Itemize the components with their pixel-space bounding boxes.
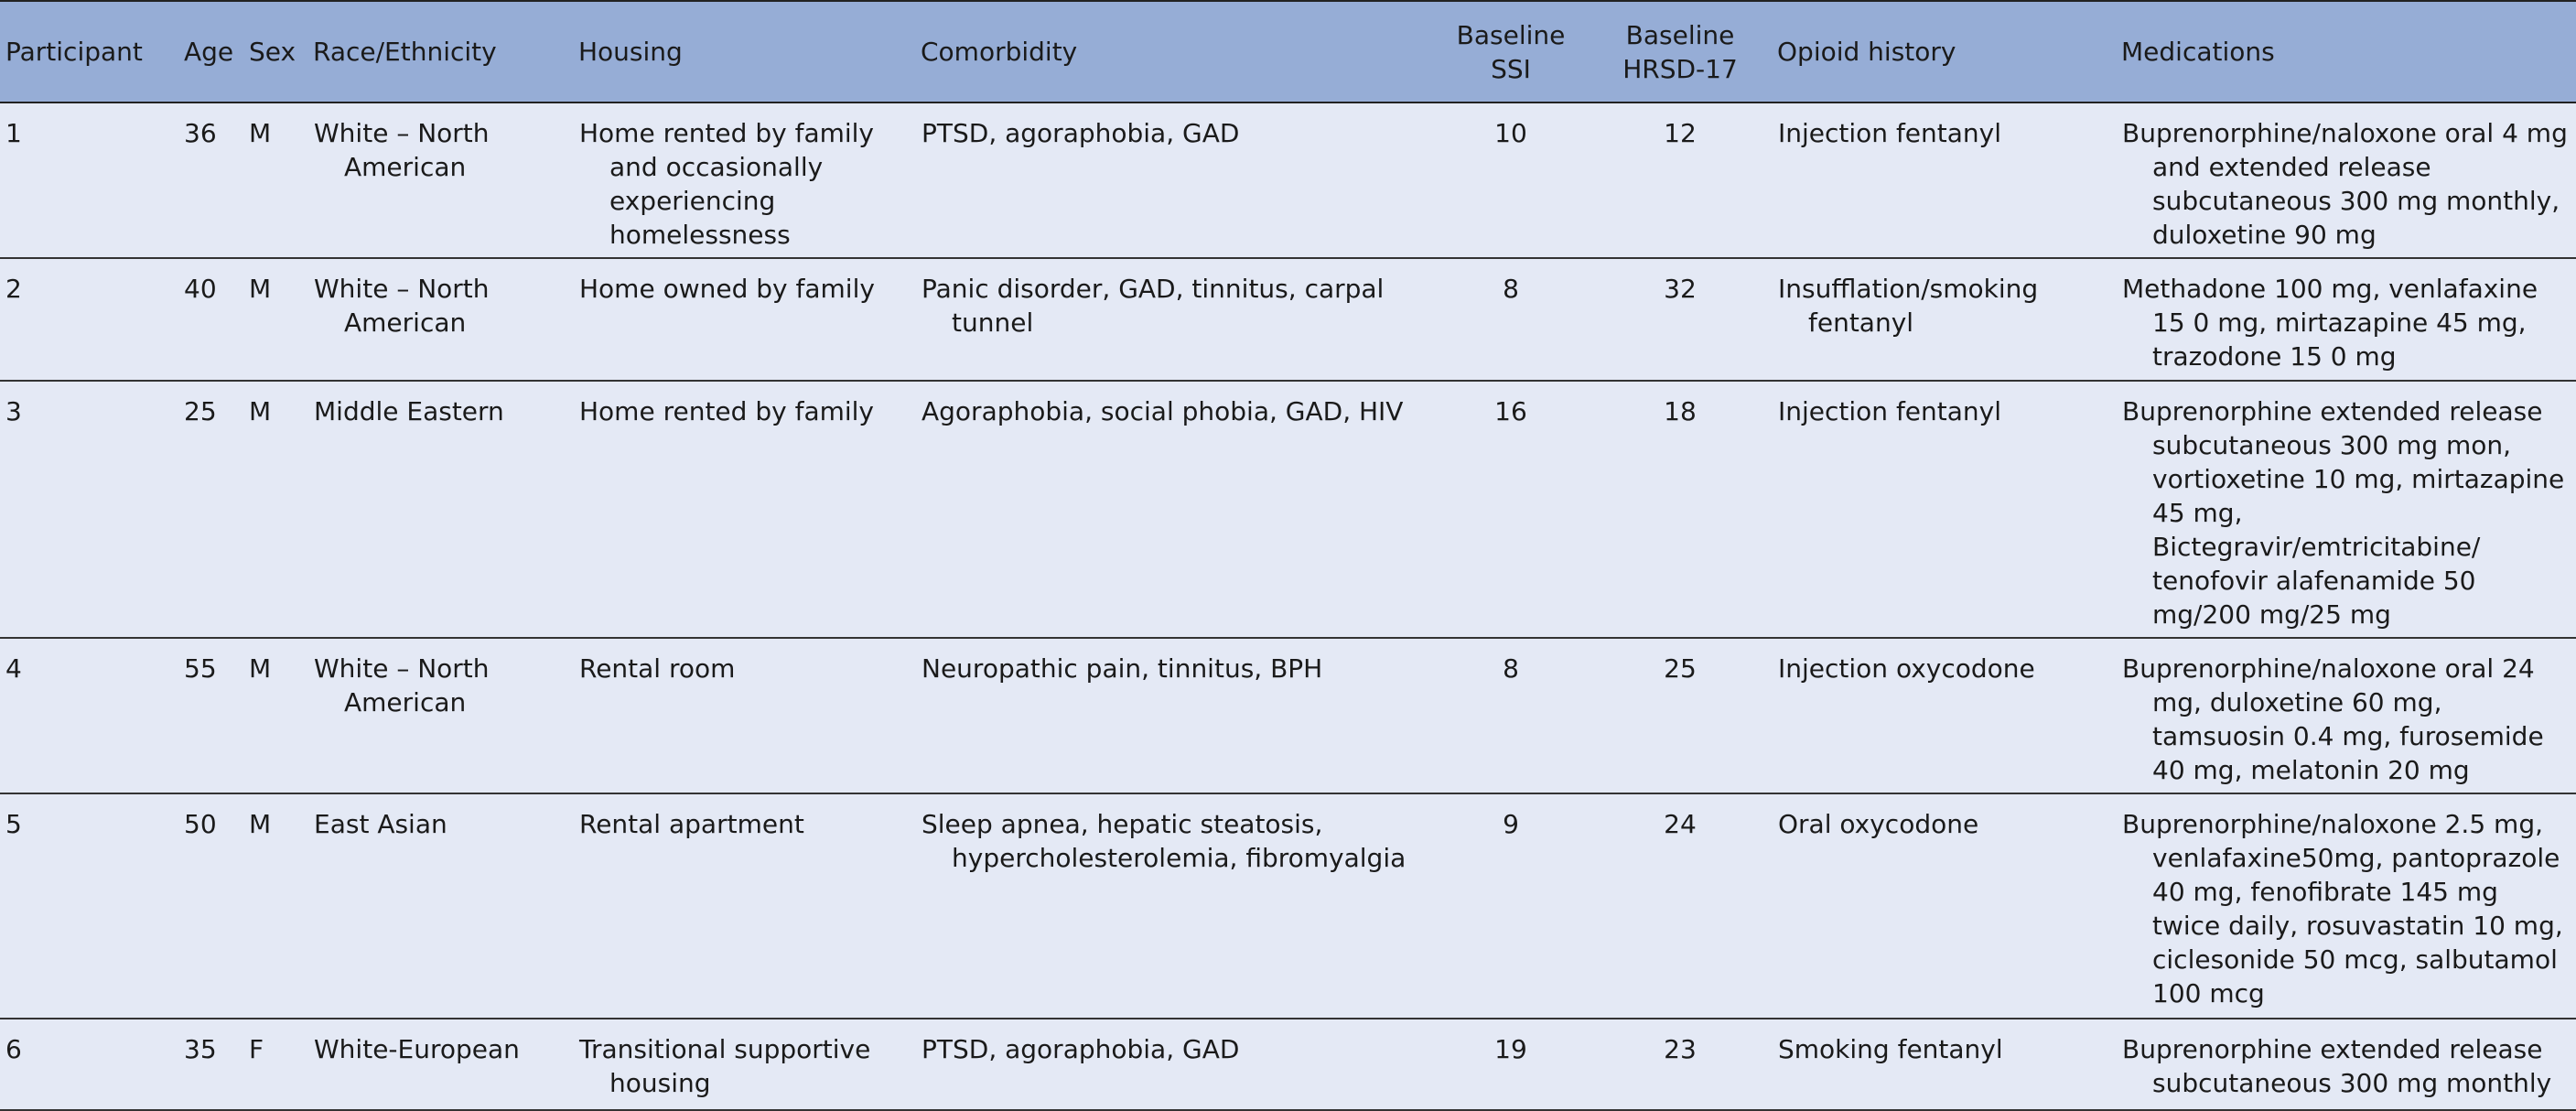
header-comorbidity: Comorbidity [915,1,1433,102]
cell-participant: 2 [0,258,178,381]
table-row [0,638,2576,793]
header-housing: Housing [573,1,915,102]
cell-opioid-history: Smoking fentanyl [1772,1019,2116,1110]
header-sex: Sex [243,1,307,102]
header-opioid-history: Opioid history [1772,1,2116,102]
cell-comorbidity: PTSD, agoraphobia, GAD [915,1019,1433,1110]
cell-opioid-history: Oral oxycodone [1772,793,2116,1019]
table-row [0,258,2576,381]
cell-comorbidity: Panic disorder, GAD, tinnitus, carpal tunnel [915,258,1433,381]
cell-baseline-ssi: 8 [1433,258,1589,381]
cell-sex: M [243,102,307,258]
cell-race: White – North American [307,638,573,793]
header-participant: Participant [0,1,178,102]
cell-opioid-history: Injection fentanyl [1772,381,2116,638]
cell-baseline-hrsd: 18 [1589,381,1772,638]
cell-medications: Methadone 100 mg, venlafaxine 15 0 mg, mirtazapine 45 mg, trazodone 15 0 mg [2116,258,2576,381]
cell-sex: F [243,1019,307,1110]
cell-baseline-ssi: 9 [1433,793,1589,1019]
cell-housing: Rental apartment [573,793,915,1019]
table-body [0,102,2576,1110]
cell-baseline-ssi: 8 [1433,638,1589,793]
cell-medications: Buprenorphine extended release subcutaneous 300 mg mon, vortioxetine 10 mg, mirtazapine 45 mg, Bictegravir/emtricitabine/ tenofovir alafenamide 50 mg/200 mg/25 mg [2116,381,2576,638]
cell-age: 35 [178,1019,243,1110]
cell-opioid-history: Injection fentanyl [1772,102,2116,258]
cell-medications: Buprenorphine/naloxone 2.5 mg, venlafaxine50mg, pantoprazole 40 mg, fenofibrate 145 mg twice daily, rosuvastatin 10 mg, ciclesonide 50 mcg, salbutamol 100 mcg [2116,793,2576,1019]
cell-comorbidity: PTSD, agoraphobia, GAD [915,102,1433,258]
cell-participant: 3 [0,381,178,638]
cell-comorbidity: Neuropathic pain, tinnitus, BPH [915,638,1433,793]
header-race: Race/Ethnicity [307,1,573,102]
cell-housing: Home owned by family [573,258,915,381]
table-row [0,1019,2576,1110]
cell-race: White – North American [307,258,573,381]
cell-baseline-hrsd: 12 [1589,102,1772,258]
cell-participant: 6 [0,1019,178,1110]
cell-race: White-European [307,1019,573,1110]
cell-opioid-history: Injection oxycodone [1772,638,2116,793]
cell-medications: Buprenorphine/naloxone oral 4 mg and extended release subcutaneous 300 mg monthly, duloxetine 90 mg [2116,102,2576,258]
cell-race: White – North American [307,102,573,258]
header-baseline-hrsd: Baseline HRSD-17 [1589,1,1772,102]
cell-housing: Transitional supportive housing [573,1019,915,1110]
cell-baseline-hrsd: 32 [1589,258,1772,381]
cell-age: 50 [178,793,243,1019]
cell-age: 36 [178,102,243,258]
cell-participant: 4 [0,638,178,793]
cell-baseline-ssi: 16 [1433,381,1589,638]
cell-participant: 5 [0,793,178,1019]
table-header [0,1,2576,102]
cell-race: East Asian [307,793,573,1019]
cell-sex: M [243,258,307,381]
header-medications: Medications [2116,1,2576,102]
header-age: Age [178,1,243,102]
cell-race: Middle Eastern [307,381,573,638]
table-row [0,793,2576,1019]
table-row [0,102,2576,258]
cell-comorbidity: Agoraphobia, social phobia, GAD, HIV [915,381,1433,638]
cell-opioid-history: Insufflation/smoking fentanyl [1772,258,2116,381]
cell-age: 40 [178,258,243,381]
table-row [0,381,2576,638]
cell-age: 25 [178,381,243,638]
cell-medications: Buprenorphine/naloxone oral 24 mg, duloxetine 60 mg, tamsuosin 0.4 mg, furosemide 40 mg, melatonin 20 mg [2116,638,2576,793]
cell-baseline-hrsd: 25 [1589,638,1772,793]
cell-sex: M [243,381,307,638]
cell-baseline-ssi: 19 [1433,1019,1589,1110]
cell-sex: M [243,793,307,1019]
header-baseline-ssi: Baseline SSI [1433,1,1589,102]
cell-sex: M [243,638,307,793]
cell-housing: Rental room [573,638,915,793]
cell-housing: Home rented by family and occasionally experiencing homelessness [573,102,915,258]
cell-baseline-hrsd: 24 [1589,793,1772,1019]
cell-baseline-ssi: 10 [1433,102,1589,258]
cell-participant: 1 [0,102,178,258]
cell-age: 55 [178,638,243,793]
cell-housing: Home rented by family [573,381,915,638]
cell-comorbidity: Sleep apnea, hepatic steatosis, hypercholesterolemia, fibromyalgia [915,793,1433,1019]
header-row [0,1,2576,102]
cell-baseline-hrsd: 23 [1589,1019,1772,1110]
cell-medications: Buprenorphine extended release subcutaneous 300 mg monthly [2116,1019,2576,1110]
